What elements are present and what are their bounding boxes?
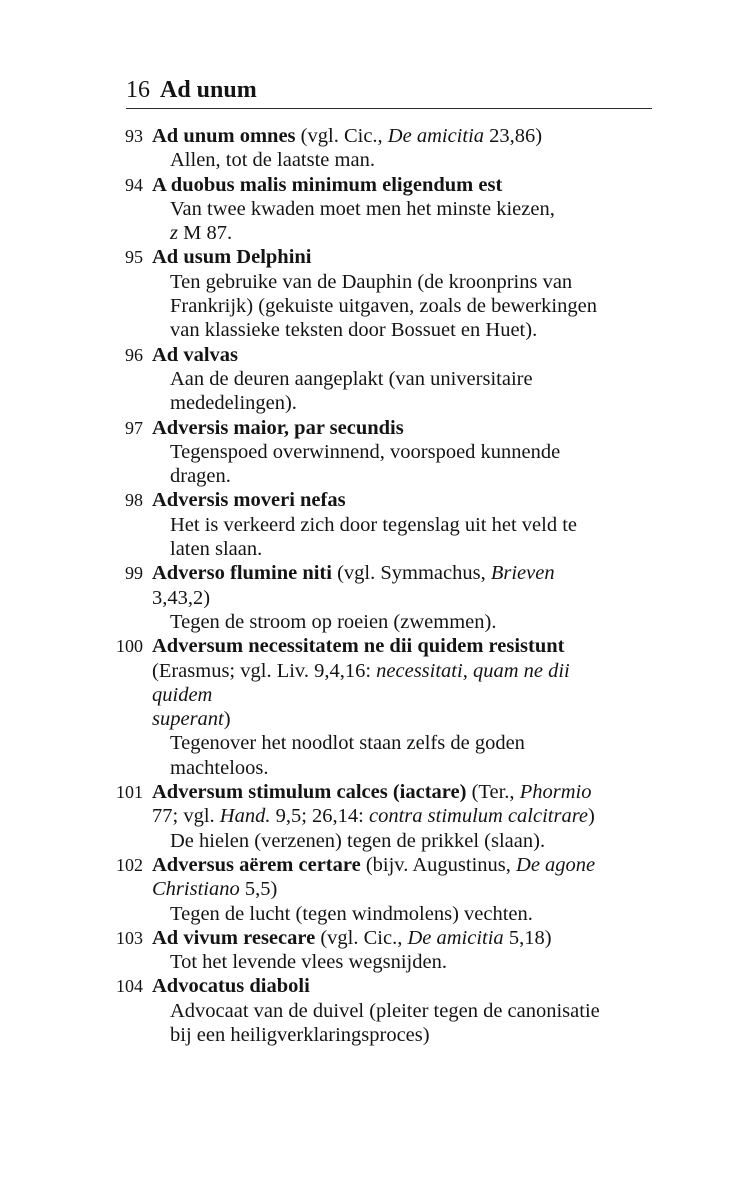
source-location: 5,18): [503, 926, 552, 949]
source-location: 9,5; 26,14:: [270, 805, 369, 828]
running-title: Ad unum: [160, 77, 257, 103]
translation-line: Tegen de stroom op roeien (zwemmen).: [170, 610, 497, 633]
source-ref: (vgl. Symmachus,: [337, 562, 491, 585]
source-ref: (vgl. Cic.,: [300, 125, 388, 147]
entry-96: [0, 343, 738, 416]
translation-line: van klassieke teksten door Bossuet en Huet).: [170, 319, 538, 342]
entry-97: [0, 416, 738, 489]
header-rule: [126, 108, 652, 109]
translation-line: Frankrijk) (gekuiste uitgaven, zoals de bewerkingen: [170, 295, 597, 318]
entry-number: 99: [125, 563, 143, 584]
latin-phrase: Ad usum Delphini: [152, 246, 312, 269]
translation-line: Van twee kwaden moet men het minste kiezen,: [170, 197, 555, 220]
entry-number: 100: [116, 636, 143, 657]
source-work: Phormio: [519, 781, 592, 804]
cross-ref-marker: z: [170, 222, 178, 245]
source-continuation: 3,43,2): [152, 586, 211, 609]
source-quote: contra stimulum calcitrare: [369, 805, 589, 828]
source-close: ): [588, 805, 595, 828]
source-work: Hand.: [219, 805, 271, 828]
entry-103: [0, 926, 738, 975]
latin-phrase: Adversis moveri nefas: [152, 489, 346, 512]
translation-line: laten slaan.: [170, 538, 263, 561]
translation-line: dragen.: [170, 465, 231, 488]
entry-list: [0, 124, 738, 1047]
translation-line: Tegen de lucht (tegen windmolens) vechten.: [170, 902, 533, 925]
entry-number: 94: [125, 174, 143, 195]
source-ref: (Erasmus; vgl. Liv. 9,4,16:: [152, 659, 377, 682]
entry-95: [0, 245, 738, 342]
running-header: [126, 76, 652, 104]
translation-line: Allen, tot de laatste man.: [170, 149, 375, 172]
latin-phrase: Adversus aërem certare: [152, 853, 361, 876]
entry-number: 98: [125, 490, 143, 511]
entry-94: [0, 173, 738, 246]
latin-phrase: Ad vivum resecare: [152, 926, 316, 949]
entry-93: [0, 124, 738, 173]
translation-line: mededelingen).: [170, 392, 297, 415]
entry-99: [0, 561, 738, 634]
latin-phrase: Advocatus diaboli: [152, 975, 310, 998]
translation-line: Tegenspoed overwinnend, voorspoed kunnende: [170, 440, 561, 463]
entry-number: 93: [125, 126, 143, 146]
page-number: 16: [126, 77, 150, 103]
entry-101: [0, 780, 738, 853]
translation-line: Het is verkeerd zich door tegenslag uit het veld te: [170, 513, 578, 536]
cross-reference: [152, 221, 622, 245]
entry-102: [0, 853, 738, 926]
latin-phrase: Adversum necessitatem ne dii quidem resistunt: [152, 635, 565, 658]
source-ref: (vgl. Cic.,: [320, 926, 408, 949]
cross-ref-text: M 87.: [177, 222, 233, 245]
translation-line: Ten gebruike van de Dauphin (de kroonprins van: [170, 270, 573, 293]
source-location: 23,86): [484, 125, 543, 147]
entry-number: 102: [116, 854, 143, 875]
translation-line: bij een heiligverklaringsproces): [170, 1023, 430, 1046]
latin-phrase: A duobus malis minimum eligendum est: [152, 173, 503, 196]
entry-number: 95: [125, 247, 143, 268]
translation-line: Advocaat van de duivel (pleiter tegen de canonisatie: [170, 999, 600, 1022]
latin-phrase: Ad unum omnes: [152, 125, 296, 147]
translation-line: Aan de deuren aangeplakt (van universitaire: [170, 367, 533, 390]
source-quote-cont: superant: [152, 708, 224, 731]
entry-number: 103: [116, 927, 143, 948]
entry-100: [0, 634, 738, 780]
latin-phrase: Adverso flumine niti: [152, 562, 332, 585]
translation-line: Tot het levende vlees wegsnijden.: [170, 951, 447, 974]
source-quote: necessitati, quam ne dii quidem: [152, 659, 570, 706]
source-work: De amicitia: [407, 926, 504, 949]
entry-number: 104: [116, 976, 143, 997]
source-work-cont: Christiano: [152, 878, 240, 901]
entry-number: 101: [116, 782, 143, 803]
source-location: 77; vgl.: [152, 805, 220, 828]
translation-line: De hielen (verzenen) tegen de prikkel (slaan).: [170, 829, 546, 852]
latin-phrase: Ad valvas: [152, 343, 239, 366]
source-work: De agone: [516, 853, 596, 876]
entry-98: [0, 488, 738, 561]
latin-phrase: Adversum stimulum calces (iactare): [152, 781, 467, 804]
translation-line: Tegenover het noodlot staan zelfs de goden machteloos.: [170, 732, 525, 779]
source-work: De amicitia: [387, 125, 485, 147]
source-ref: (Ter.,: [471, 781, 520, 804]
entry-number: 97: [125, 417, 143, 438]
entry-number: 96: [125, 344, 143, 365]
latin-phrase: Adversis maior, par secundis: [152, 416, 404, 439]
source-work: Brieven: [490, 562, 555, 585]
source-ref: (bijv. Augustinus,: [365, 853, 517, 876]
source-close: ): [223, 708, 231, 731]
entry-104: [0, 974, 738, 1047]
source-location: 5,5): [239, 878, 278, 901]
